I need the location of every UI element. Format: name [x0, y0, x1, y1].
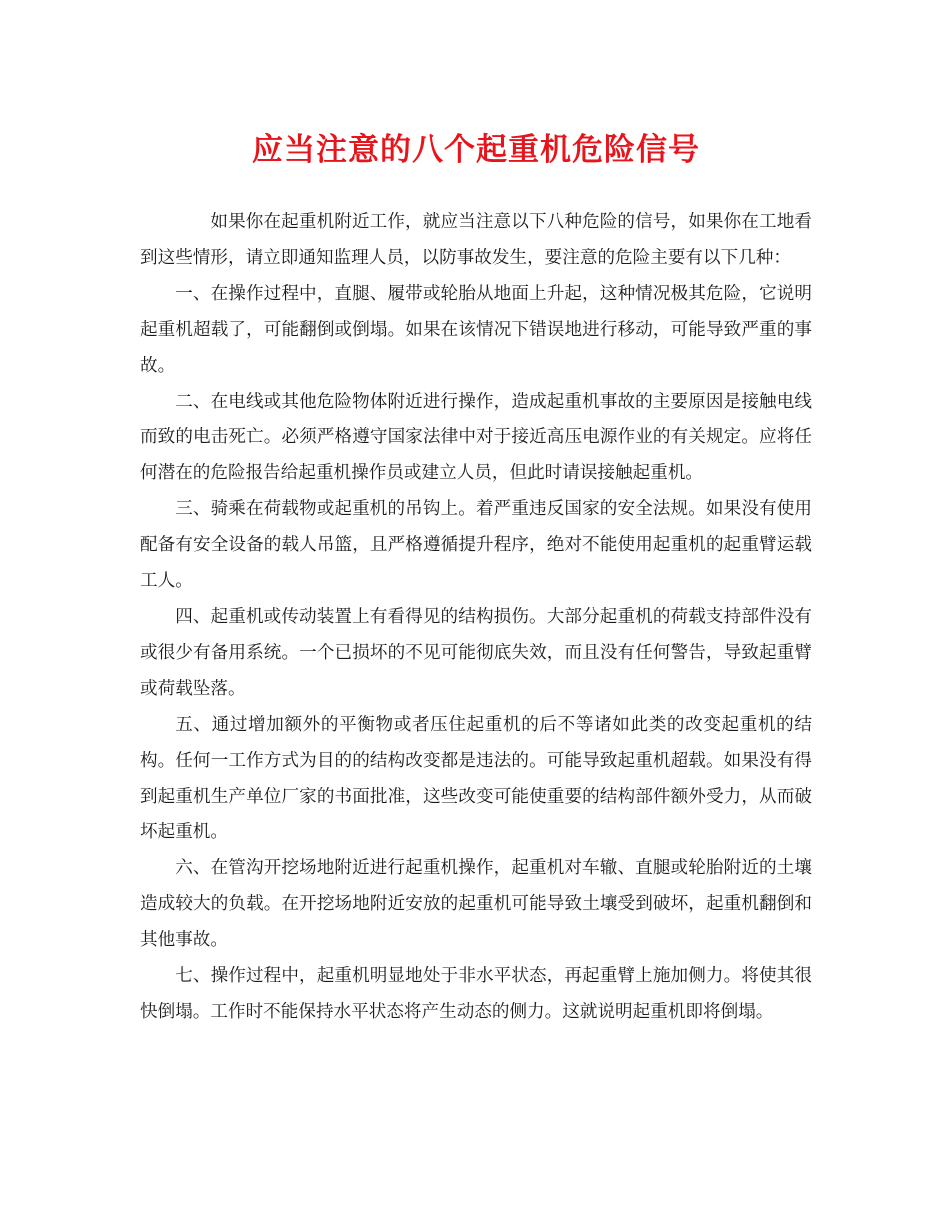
hazard-item-5: 五、通过增加额外的平衡物或者压住起重机的后不等诸如此类的改变起重机的结构。任何一工作方式为目的的结构改变都是违法的。可能导致起重机超载。如果没有得到起重机生产单位厂家的书面批准，这些改变可能使重要的结构部件额外受力，从而破坏起重机。	[140, 714, 812, 843]
hazard-item-4: 四、起重机或传动装置上有看得见的结构损伤。大部分起重机的荷载支持部件没有或很少有备用系统。一个已损坏的不见可能彻底失效，而且没有任何警告，导致起重臂或荷载坠落。	[140, 606, 812, 699]
hazard-item-7: 七、操作过程中，起重机明显地处于非水平状态，再起重臂上施加侧力。将使其很快倒塌。工作时不能保持水平状态将产生动态的侧力。这就说明起重机即将倒塌。	[140, 966, 812, 1022]
hazard-item-1: 一、在操作过程中，直腿、履带或轮胎从地面上升起，这种情况极其危险，它说明起重机超载了，可能翻倒或倒塌。如果在该情况下错误地进行移动，可能导致严重的事故。	[140, 283, 812, 376]
hazard-item-3: 三、骑乘在荷载物或起重机的吊钩上。着严重违反国家的安全法规。如果没有使用配备有安全设备的载人吊篮，且严格遵循提升程序，绝对不能使用起重机的起重臂运载工人。	[140, 499, 812, 592]
hazard-item-2: 二、在电线或其他危险物体附近进行操作，造成起重机事故的主要原因是接触电线而致的电击死亡。必须严格遵守国家法律中对于接近高压电源作业的有关规定。应将任何潜在的危险报告给起重机操作员或建立人员，但此时请误接触起重机。	[140, 391, 812, 484]
document-title: 应当注意的八个起重机危险信号	[252, 132, 700, 168]
intro-paragraph: 如果你在起重机附近工作，就应当注意以下八种危险的信号，如果你在工地看到这些情形，请立即通知监理人员，以防事故发生，要注意的危险主要有以下几种：	[140, 212, 812, 268]
hazard-item-6: 六、在管沟开挖场地附近进行起重机操作，起重机对车辙、直腿或轮胎附近的土壤造成较大的负载。在开挖场地附近安放的起重机可能导致土壤受到破坏，起重机翻倒和其他事故。	[140, 858, 812, 951]
